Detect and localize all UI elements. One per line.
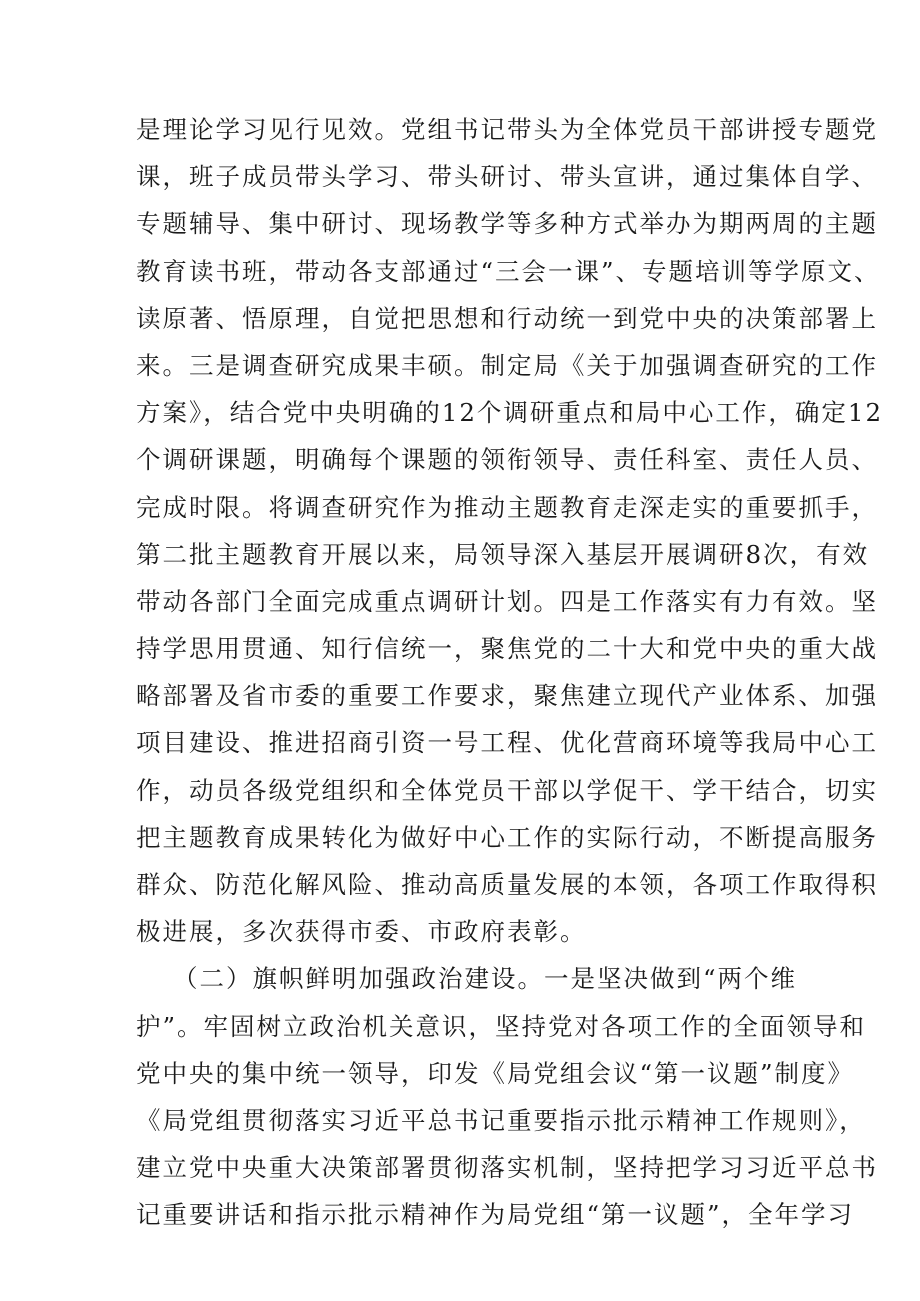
text-line: 是理论学习见行见效。党组书记带头为全体党员干部讲授专题党 [136, 115, 878, 144]
text-line: 专题辅导、集中研讨、现场教学等多种方式举办为期两周的主题 [136, 209, 878, 239]
text-line: 党中央的集中统一领导，印发《局党组会议“第一议题”制度》 [136, 1058, 855, 1088]
text-line: 记重要讲话和指示批示精神作为局党组“第一议题”，全年学习 [136, 1200, 855, 1230]
text-line: 作，动员各级党组织和全体党员干部以学促干、学干结合，切实 [136, 775, 878, 805]
text-line: 建立党中央重大决策部署贯彻落实机制，坚持把学习习近平总书 [136, 1153, 878, 1183]
text-line: 略部署及省市委的重要工作要求，聚焦建立现代产业体系、加强 [136, 681, 878, 711]
section-heading-line: （二）旗帜鲜明加强政治建设。一是坚决做到“两个维 [173, 964, 798, 994]
text-line: 项目建设、推进招商引资一号工程、优化营商环境等我局中心工 [136, 728, 878, 758]
text-line: 来。三是调查研究成果丰硕。制定局《关于加强调查研究的工作 [136, 350, 878, 380]
text-line: 把主题教育成果转化为做好中心工作的实际行动，不断提高服务 [136, 822, 878, 852]
text-line: 方案》，结合党中央明确的12个调研重点和局中心工作，确定12 [136, 398, 884, 428]
text-line: 带动各部门全面完成重点调研计划。四是工作落实有力有效。坚 [136, 586, 878, 616]
text-line: 持学思用贯通、知行信统一，聚焦党的二十大和党中央的重大战 [136, 634, 878, 664]
body-text [136, 106, 884, 1239]
text-line: 群众、防范化解风险、推动高质量发展的本领，各项工作取得积 [136, 870, 878, 899]
text-line: 护”。牢固树立政治机关意识，坚持党对各项工作的全面领导和 [136, 1011, 867, 1041]
text-line: 《局党组贯彻落实习近平总书记重要指示批示精神工作规则》， [136, 1105, 866, 1135]
text-line: 教育读书班，带动各支部通过“三会一课”、专题培训等学原文、 [136, 256, 881, 286]
text-line: 完成时限。将调查研究作为推动主题教育走深走实的重要抓手， [136, 492, 878, 522]
text-line: 读原著、悟原理，自觉把思想和行动统一到党中央的决策部署上 [136, 303, 878, 333]
text-line: 第二批主题教育开展以来，局领导深入基层开展调研8次，有效 [136, 539, 870, 569]
text-line: 个调研课题，明确每个课题的领衔领导、责任科室、责任人员、 [136, 445, 878, 475]
text-line: 极进展，多次获得市委、市政府表彰。 [136, 917, 587, 947]
text-line: 课，班子成员带头学习、带头研讨、带头宣讲，通过集体自学、 [136, 162, 878, 192]
